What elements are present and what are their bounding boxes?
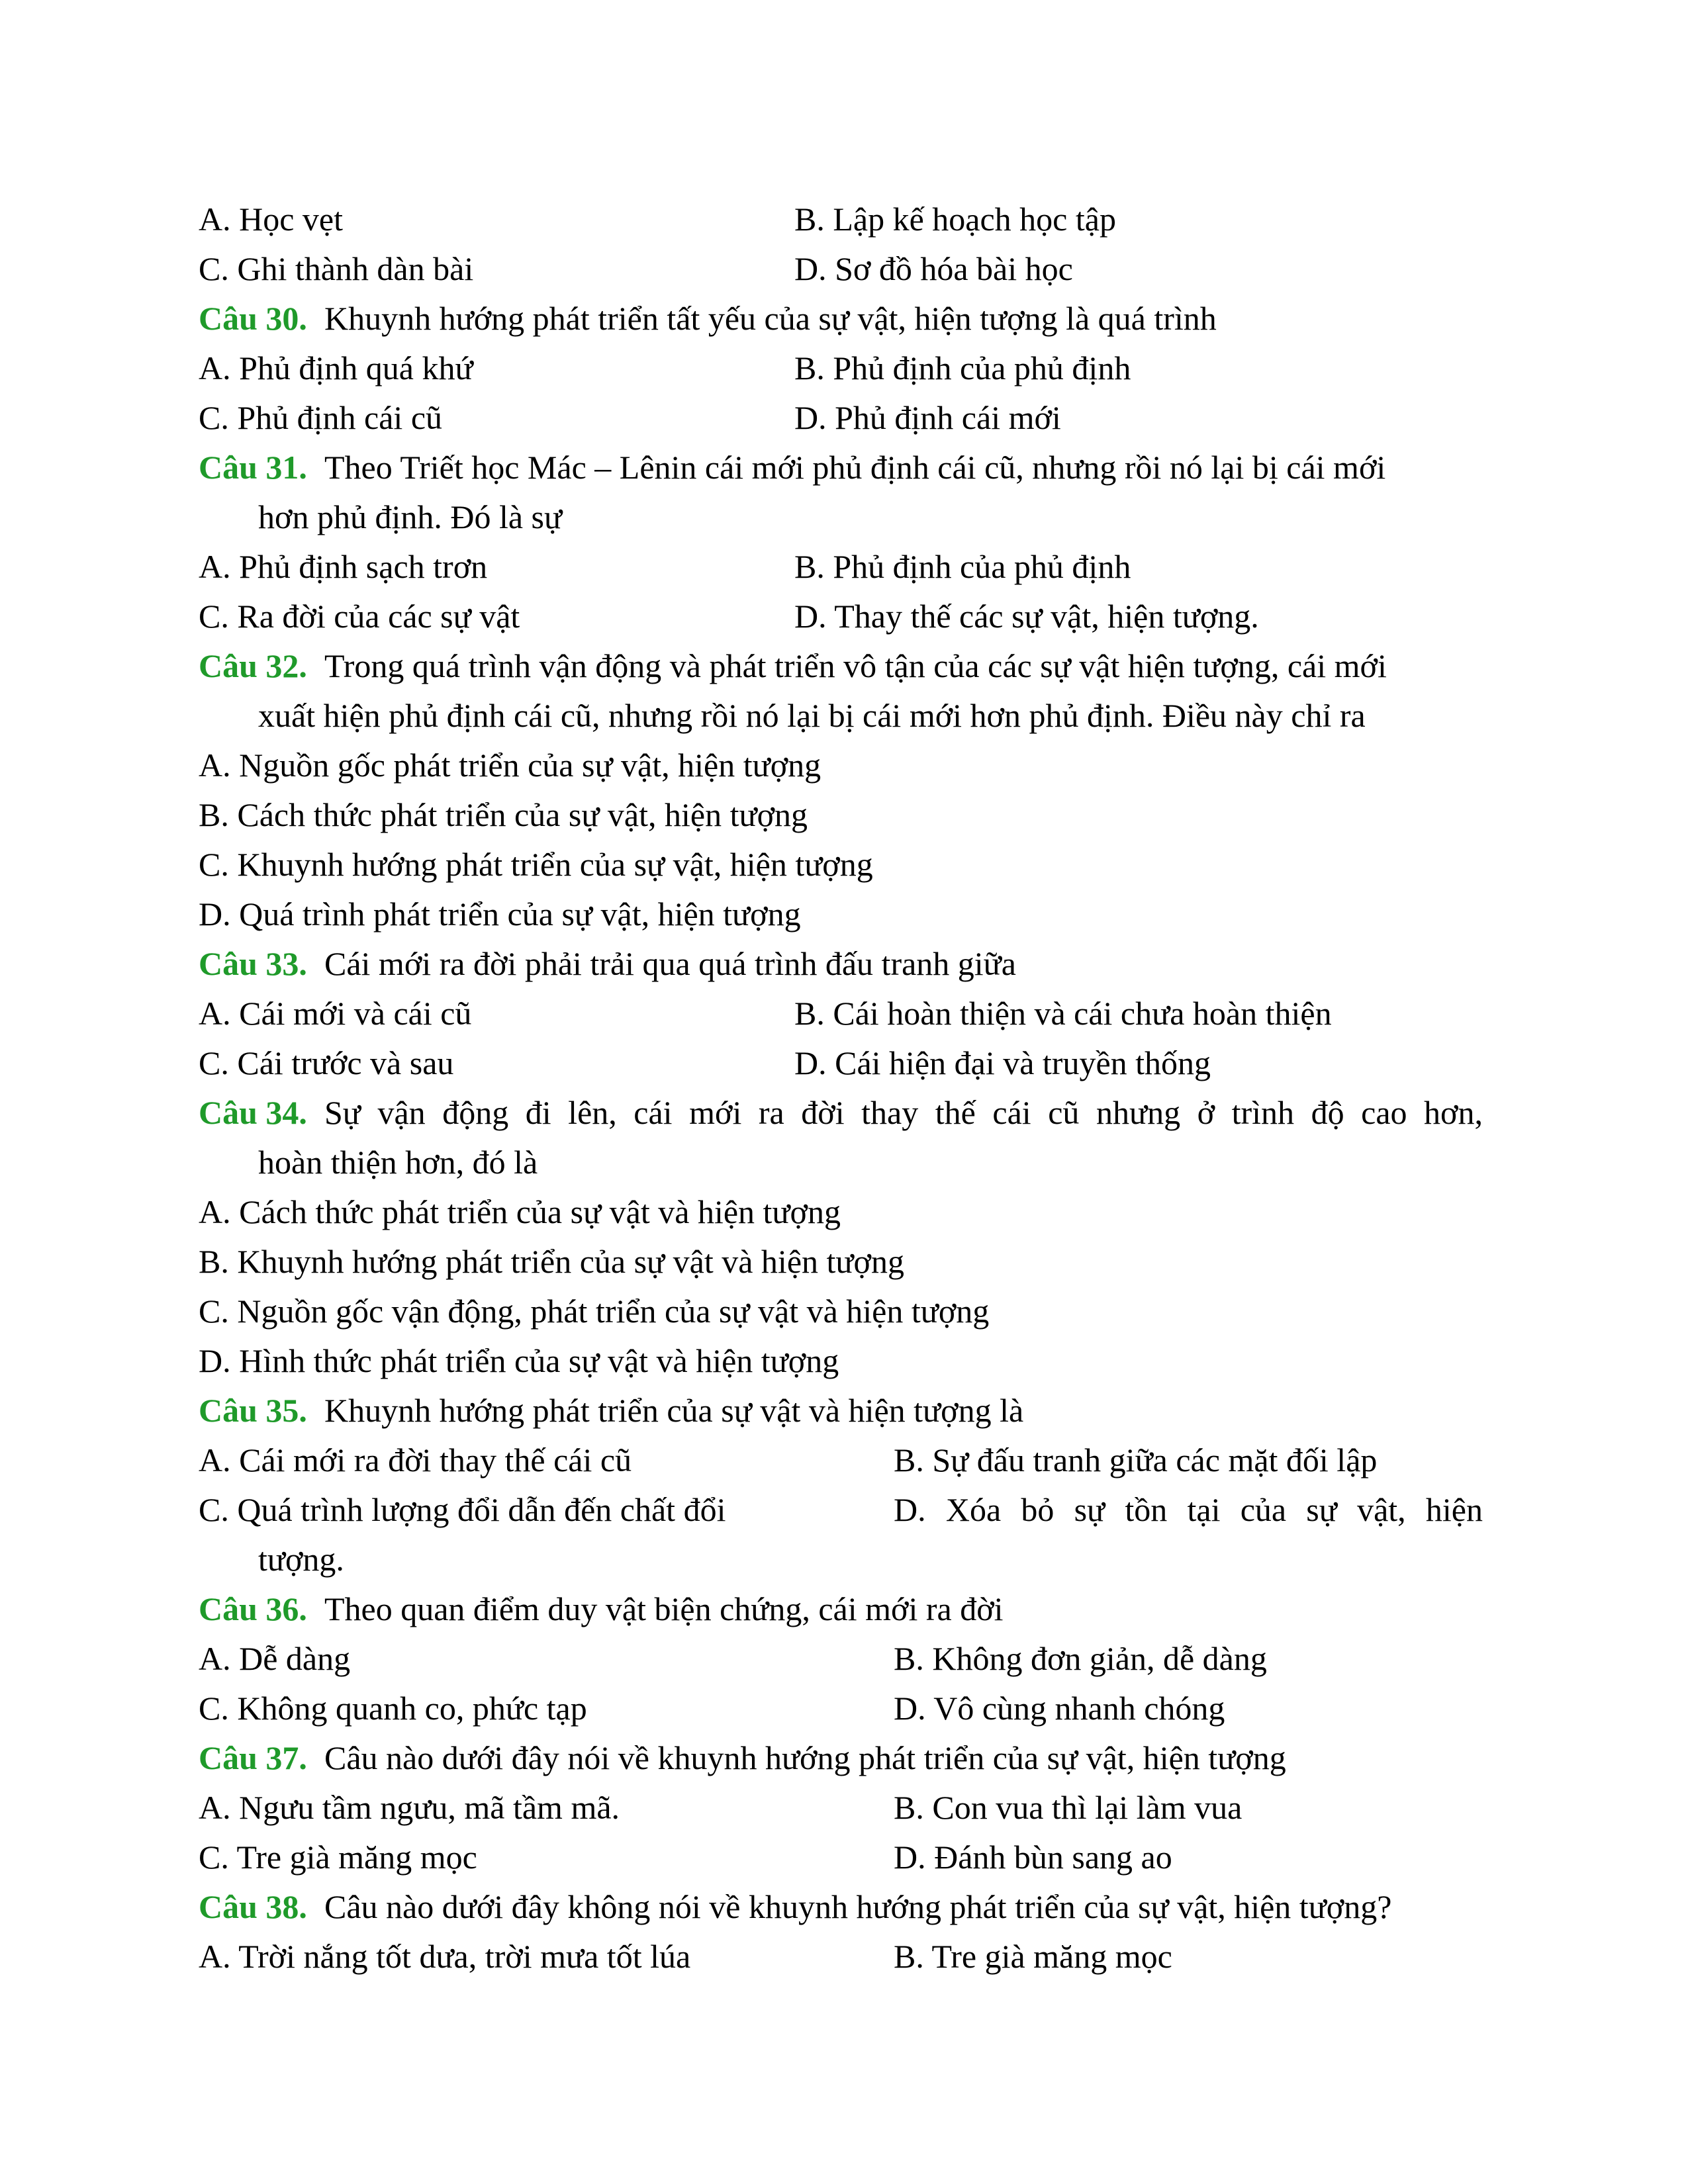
- answer-row: [0, 1931, 1688, 1981]
- question-text: Theo Triết học Mác – Lênin cái mới phủ định cái cũ, nhưng rồi nó lại bị cái mới: [324, 449, 1386, 486]
- answer-row: [0, 1484, 1688, 1535]
- question-label: Câu 30.: [199, 300, 307, 337]
- option-a: A. Cái mới ra đời thay thế cái cũ: [199, 1441, 632, 1479]
- answer-row: [0, 1336, 1688, 1386]
- option-c: C. Ghi thành dàn bài: [199, 250, 474, 287]
- option-c: C. Nguồn gốc vận động, phát triển của sự vật và hiện tượng: [199, 1293, 990, 1330]
- answer-row: [0, 343, 1688, 393]
- question-label: Câu 36.: [199, 1590, 307, 1627]
- answer-row: [0, 1038, 1688, 1088]
- answer-row: [0, 1832, 1688, 1882]
- option-c: C. Phủ định cái cũ: [199, 399, 443, 436]
- option-d: D. Vô cùng nhanh chóng: [894, 1690, 1225, 1727]
- option-c: C. Cái trước và sau: [199, 1044, 454, 1081]
- option-b: B. Khuynh hướng phát triển của sự vật và hiện tượng: [199, 1243, 904, 1280]
- option-b: B. Lập kế hoạch học tập: [794, 201, 1116, 238]
- answer-row: [0, 1286, 1688, 1336]
- option-d: D. Phủ định cái mới: [794, 399, 1061, 436]
- question-text: Khuynh hướng phát triển tất yếu của sự vật, hiện tượng là quá trình: [324, 300, 1217, 337]
- answer-row: [0, 1236, 1688, 1287]
- question-text-continued: xuất hiện phủ định cái cũ, nhưng rồi nó lại bị cái mới hơn phủ định. Điều này chỉ ra: [258, 697, 1366, 734]
- answer-row: [0, 244, 1688, 294]
- option-b: B. Không đơn giản, dễ dàng: [894, 1640, 1267, 1677]
- question-34-continued: [0, 1137, 1688, 1187]
- option-d-continued: tượng.: [258, 1541, 344, 1578]
- question-text: Cái mới ra đời phải trải qua quá trình đấu tranh giữa: [324, 945, 1016, 982]
- question-text-continued: hoàn thiện hơn, đó là: [258, 1144, 538, 1181]
- option-a: A. Phủ định sạch trơn: [199, 548, 488, 585]
- answer-row: [0, 889, 1688, 939]
- question-text: Sự vận động đi lên, cái mới ra đời thay thế cái cũ nhưng ở trình độ cao hơn,: [324, 1094, 1483, 1131]
- option-d: D. Quá trình phát triển của sự vật, hiện tượng: [199, 895, 801, 933]
- answer-row: [0, 1187, 1688, 1237]
- option-d: D. Sơ đồ hóa bài học: [794, 250, 1073, 287]
- answer-row: [0, 740, 1688, 790]
- answer-row: [0, 392, 1688, 443]
- question-30: [0, 293, 1688, 343]
- option-b: B. Cái hoàn thiện và cái chưa hoàn thiện: [794, 995, 1332, 1032]
- option-a: A. Cách thức phát triển của sự vật và hiện tượng: [199, 1193, 841, 1230]
- question-label: Câu 32.: [199, 647, 307, 684]
- answer-row: [0, 1782, 1688, 1833]
- answer-row: [0, 790, 1688, 840]
- question-label: Câu 35.: [199, 1392, 307, 1429]
- question-34: [0, 1087, 1688, 1138]
- option-c: C. Ra đời của các sự vật: [199, 598, 520, 635]
- question-33: [0, 938, 1688, 989]
- question-36: [0, 1584, 1688, 1634]
- question-32-continued: [0, 690, 1688, 741]
- option-b: B. Cách thức phát triển của sự vật, hiện tượng: [199, 796, 808, 833]
- option-b: B. Sự đấu tranh giữa các mặt đối lập: [894, 1441, 1378, 1479]
- question-label: Câu 33.: [199, 945, 307, 982]
- answer-row-continued: [0, 1534, 1688, 1584]
- option-a: A. Trời nắng tốt dưa, trời mưa tốt lúa: [199, 1938, 691, 1975]
- question-text: Câu nào dưới đây nói về khuynh hướng phát triển của sự vật, hiện tượng: [324, 1739, 1286, 1776]
- option-a: A. Học vẹt: [199, 201, 343, 238]
- question-37: [0, 1733, 1688, 1783]
- option-c: C. Khuynh hướng phát triển của sự vật, hiện tượng: [199, 846, 873, 883]
- answer-row: [0, 541, 1688, 592]
- question-38: [0, 1882, 1688, 1932]
- option-d: D. Cái hiện đại và truyền thống: [794, 1044, 1211, 1081]
- question-label: Câu 38.: [199, 1888, 307, 1925]
- option-d: D. Đánh bùn sang ao: [894, 1839, 1172, 1876]
- answer-row: [0, 988, 1688, 1038]
- option-b: B. Phủ định của phủ định: [794, 548, 1131, 585]
- question-35: [0, 1385, 1688, 1435]
- answer-row: [0, 1683, 1688, 1733]
- option-a: A. Cái mới và cái cũ: [199, 995, 472, 1032]
- question-text: Trong quá trình vận động và phát triển vô tận của các sự vật hiện tượng, cái mới: [324, 647, 1387, 684]
- question-label: Câu 37.: [199, 1739, 307, 1776]
- question-text-continued: hơn phủ định. Đó là sự: [258, 498, 563, 535]
- answer-row: [0, 1633, 1688, 1684]
- option-b: B. Con vua thì lại làm vua: [894, 1789, 1243, 1826]
- option-d: D. Thay thế các sự vật, hiện tượng.: [794, 598, 1259, 635]
- question-label: Câu 31.: [199, 449, 307, 486]
- answer-row: [0, 194, 1688, 244]
- option-c: C. Không quanh co, phức tạp: [199, 1690, 587, 1727]
- option-a: A. Dễ dàng: [199, 1640, 351, 1677]
- question-text: Câu nào dưới đây không nói về khuynh hướng phát triển của sự vật, hiện tượng?: [324, 1888, 1392, 1925]
- question-31-continued: [0, 492, 1688, 542]
- question-31: [0, 442, 1688, 492]
- option-b: B. Phủ định của phủ định: [794, 349, 1131, 387]
- question-text: Theo quan điểm duy vật biện chứng, cái mới ra đời: [324, 1590, 1004, 1627]
- option-a: A. Phủ định quá khứ: [199, 349, 473, 387]
- question-text: Khuynh hướng phát triển của sự vật và hiện tượng là: [324, 1392, 1024, 1429]
- answer-row: [0, 839, 1688, 889]
- option-d: D. Xóa bỏ sự tồn tại của sự vật, hiện: [894, 1491, 1483, 1528]
- answer-row: [0, 1435, 1688, 1485]
- option-c: C. Quá trình lượng đổi dẫn đến chất đổi: [199, 1491, 726, 1528]
- question-32: [0, 641, 1688, 691]
- answer-row: [0, 591, 1688, 641]
- option-a: A. Ngưu tầm ngưu, mã tầm mã.: [199, 1789, 620, 1826]
- option-c: C. Tre già măng mọc: [199, 1839, 477, 1876]
- option-d: D. Hình thức phát triển của sự vật và hiện tượng: [199, 1342, 839, 1379]
- question-label: Câu 34.: [199, 1094, 307, 1131]
- option-a: A. Nguồn gốc phát triển của sự vật, hiện tượng: [199, 747, 821, 784]
- option-b: B. Tre già măng mọc: [894, 1938, 1172, 1975]
